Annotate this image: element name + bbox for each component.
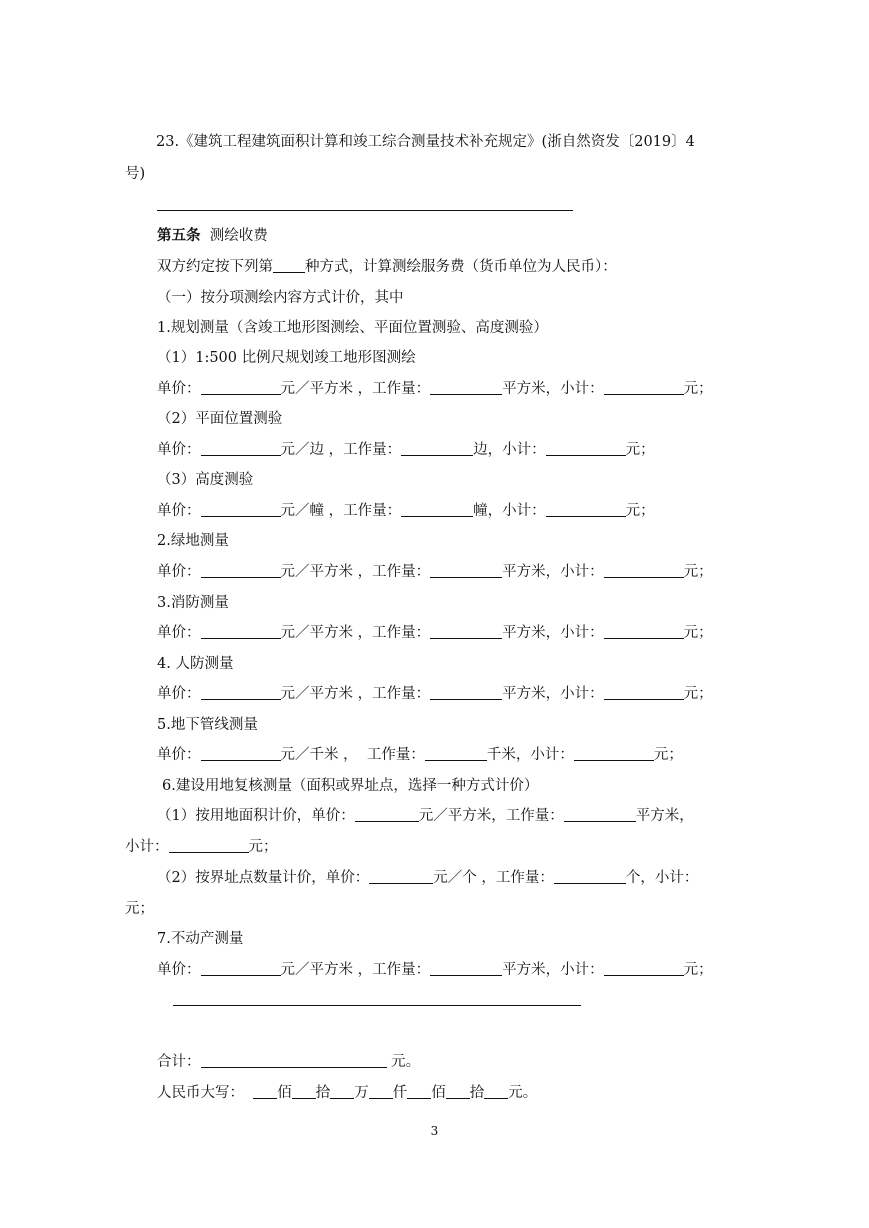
item-5-fee-line: 单价： 元／千米 ， 工作量： 千米，小计： 元； [157, 747, 683, 763]
workload-blank[interactable] [430, 562, 502, 578]
rmb-uppercase-line: 人民币大写： 佰 拾 万 仟 佰 拾 元。 [157, 1085, 538, 1101]
workload-blank[interactable] [430, 960, 502, 976]
item-1-3-fee-line: 单价： 元／幢 ，工作量： 幢，小计： 元； [157, 503, 655, 519]
rmb-blank[interactable] [330, 1083, 354, 1099]
unit-price-blank[interactable] [201, 960, 281, 976]
page-number: 3 [430, 1124, 439, 1138]
workload-blank[interactable] [401, 440, 473, 456]
item-2-heading: 2.绿地测量 [157, 533, 229, 549]
divider-line [173, 1005, 581, 1006]
rmb-blank[interactable] [407, 1083, 431, 1099]
unit-price-blank[interactable] [201, 379, 281, 395]
article-title: 测绘收费 [209, 228, 268, 244]
item-1-1-heading: （1）1:500 比例尺规划竣工地形图测绘 [157, 350, 416, 366]
item-6-1-subtotal-line: 小计： 元； [125, 839, 278, 855]
article-5-heading [157, 226, 268, 246]
subtotal-blank[interactable] [546, 440, 626, 456]
item-6-heading: 6.建设用地复核测量（面积或界址点，选择一种方式计价） [162, 778, 539, 794]
subtotal-blank[interactable] [546, 501, 626, 517]
subtotal-blank[interactable] [604, 684, 684, 700]
workload-blank[interactable] [430, 684, 502, 700]
workload-blank[interactable] [430, 379, 502, 395]
item-2-fee-line: 单价： 元／平方米 ，工作量： 平方米，小计： 元； [157, 564, 713, 580]
unit-price-blank[interactable] [201, 684, 281, 700]
unit-price-blank[interactable] [201, 562, 281, 578]
rmb-blank[interactable] [253, 1083, 277, 1099]
item-1-heading: 1.规划测量（含竣工地形图测绘、平面位置测验、高度测验） [157, 320, 548, 336]
rmb-blank[interactable] [484, 1083, 508, 1099]
unit-price-blank[interactable] [201, 623, 281, 639]
item-4-heading: 4. 人防测量 [157, 656, 234, 672]
rmb-blank[interactable] [292, 1083, 316, 1099]
subtotal-blank[interactable] [604, 623, 684, 639]
workload-blank[interactable] [425, 745, 487, 761]
item-7-fee-line: 单价： 元／平方米 ，工作量： 平方米，小计： 元； [157, 962, 713, 978]
unit-price-blank[interactable] [355, 806, 419, 822]
subtotal-blank[interactable] [604, 960, 684, 976]
subtotal-blank[interactable] [604, 379, 684, 395]
item-6-2-subtotal-line: 元； [125, 901, 154, 917]
item-1-2-fee-line: 单价： 元／边 ，工作量： 边，小计： 元； [157, 442, 655, 458]
item-5-heading: 5.地下管线测量 [157, 717, 258, 733]
method-1-heading: （一）按分项测绘内容方式计价，其中 [157, 290, 404, 306]
workload-blank[interactable] [430, 623, 502, 639]
method-choice-blank[interactable] [273, 257, 305, 273]
rmb-blank[interactable] [446, 1083, 470, 1099]
subtotal-blank[interactable] [169, 837, 249, 853]
item-1-3-heading: （3）高度测验 [157, 472, 254, 488]
item-6-1-line: （1）按用地面积计价，单价： 元／平方米，工作量： 平方米， [157, 808, 694, 824]
agreement-line: 双方约定按下列第 种方式，计算测绘服务费（货币单位为人民币）： [157, 259, 617, 275]
item-3-heading: 3.消防测量 [157, 595, 229, 611]
rmb-blank[interactable] [369, 1083, 393, 1099]
unit-price-blank[interactable] [369, 868, 433, 884]
workload-blank[interactable] [554, 868, 626, 884]
workload-blank[interactable] [401, 501, 473, 517]
reference-23-line1: 23.《建筑工程建筑面积计算和竣工综合测量技术补充规定》(浙自然资发〔2019〕4 [156, 134, 695, 150]
total-line: 合计： 元。 [157, 1054, 421, 1070]
divider-line [157, 210, 573, 211]
article-number: 第五条 [157, 227, 201, 244]
item-6-2-line: （2）按界址点数量计价，单价： 元／个 ，工作量： 个，小计： [157, 870, 699, 886]
unit-price-blank[interactable] [201, 745, 281, 761]
subtotal-blank[interactable] [604, 562, 684, 578]
unit-price-blank[interactable] [201, 440, 281, 456]
item-3-fee-line: 单价： 元／平方米 ，工作量： 平方米，小计： 元； [157, 625, 713, 641]
total-blank[interactable] [201, 1052, 387, 1068]
item-7-heading: 7.不动产测量 [157, 931, 244, 947]
unit-price-blank[interactable] [201, 501, 281, 517]
reference-23-line2: 号) [125, 166, 146, 182]
item-1-1-fee-line: 单价： 元／平方米 ，工作量： 平方米，小计： 元； [157, 381, 713, 397]
item-4-fee-line: 单价： 元／平方米 ，工作量： 平方米，小计： 元； [157, 686, 713, 702]
subtotal-blank[interactable] [574, 745, 654, 761]
item-1-2-heading: （2）平面位置测验 [157, 411, 283, 427]
workload-blank[interactable] [564, 806, 636, 822]
